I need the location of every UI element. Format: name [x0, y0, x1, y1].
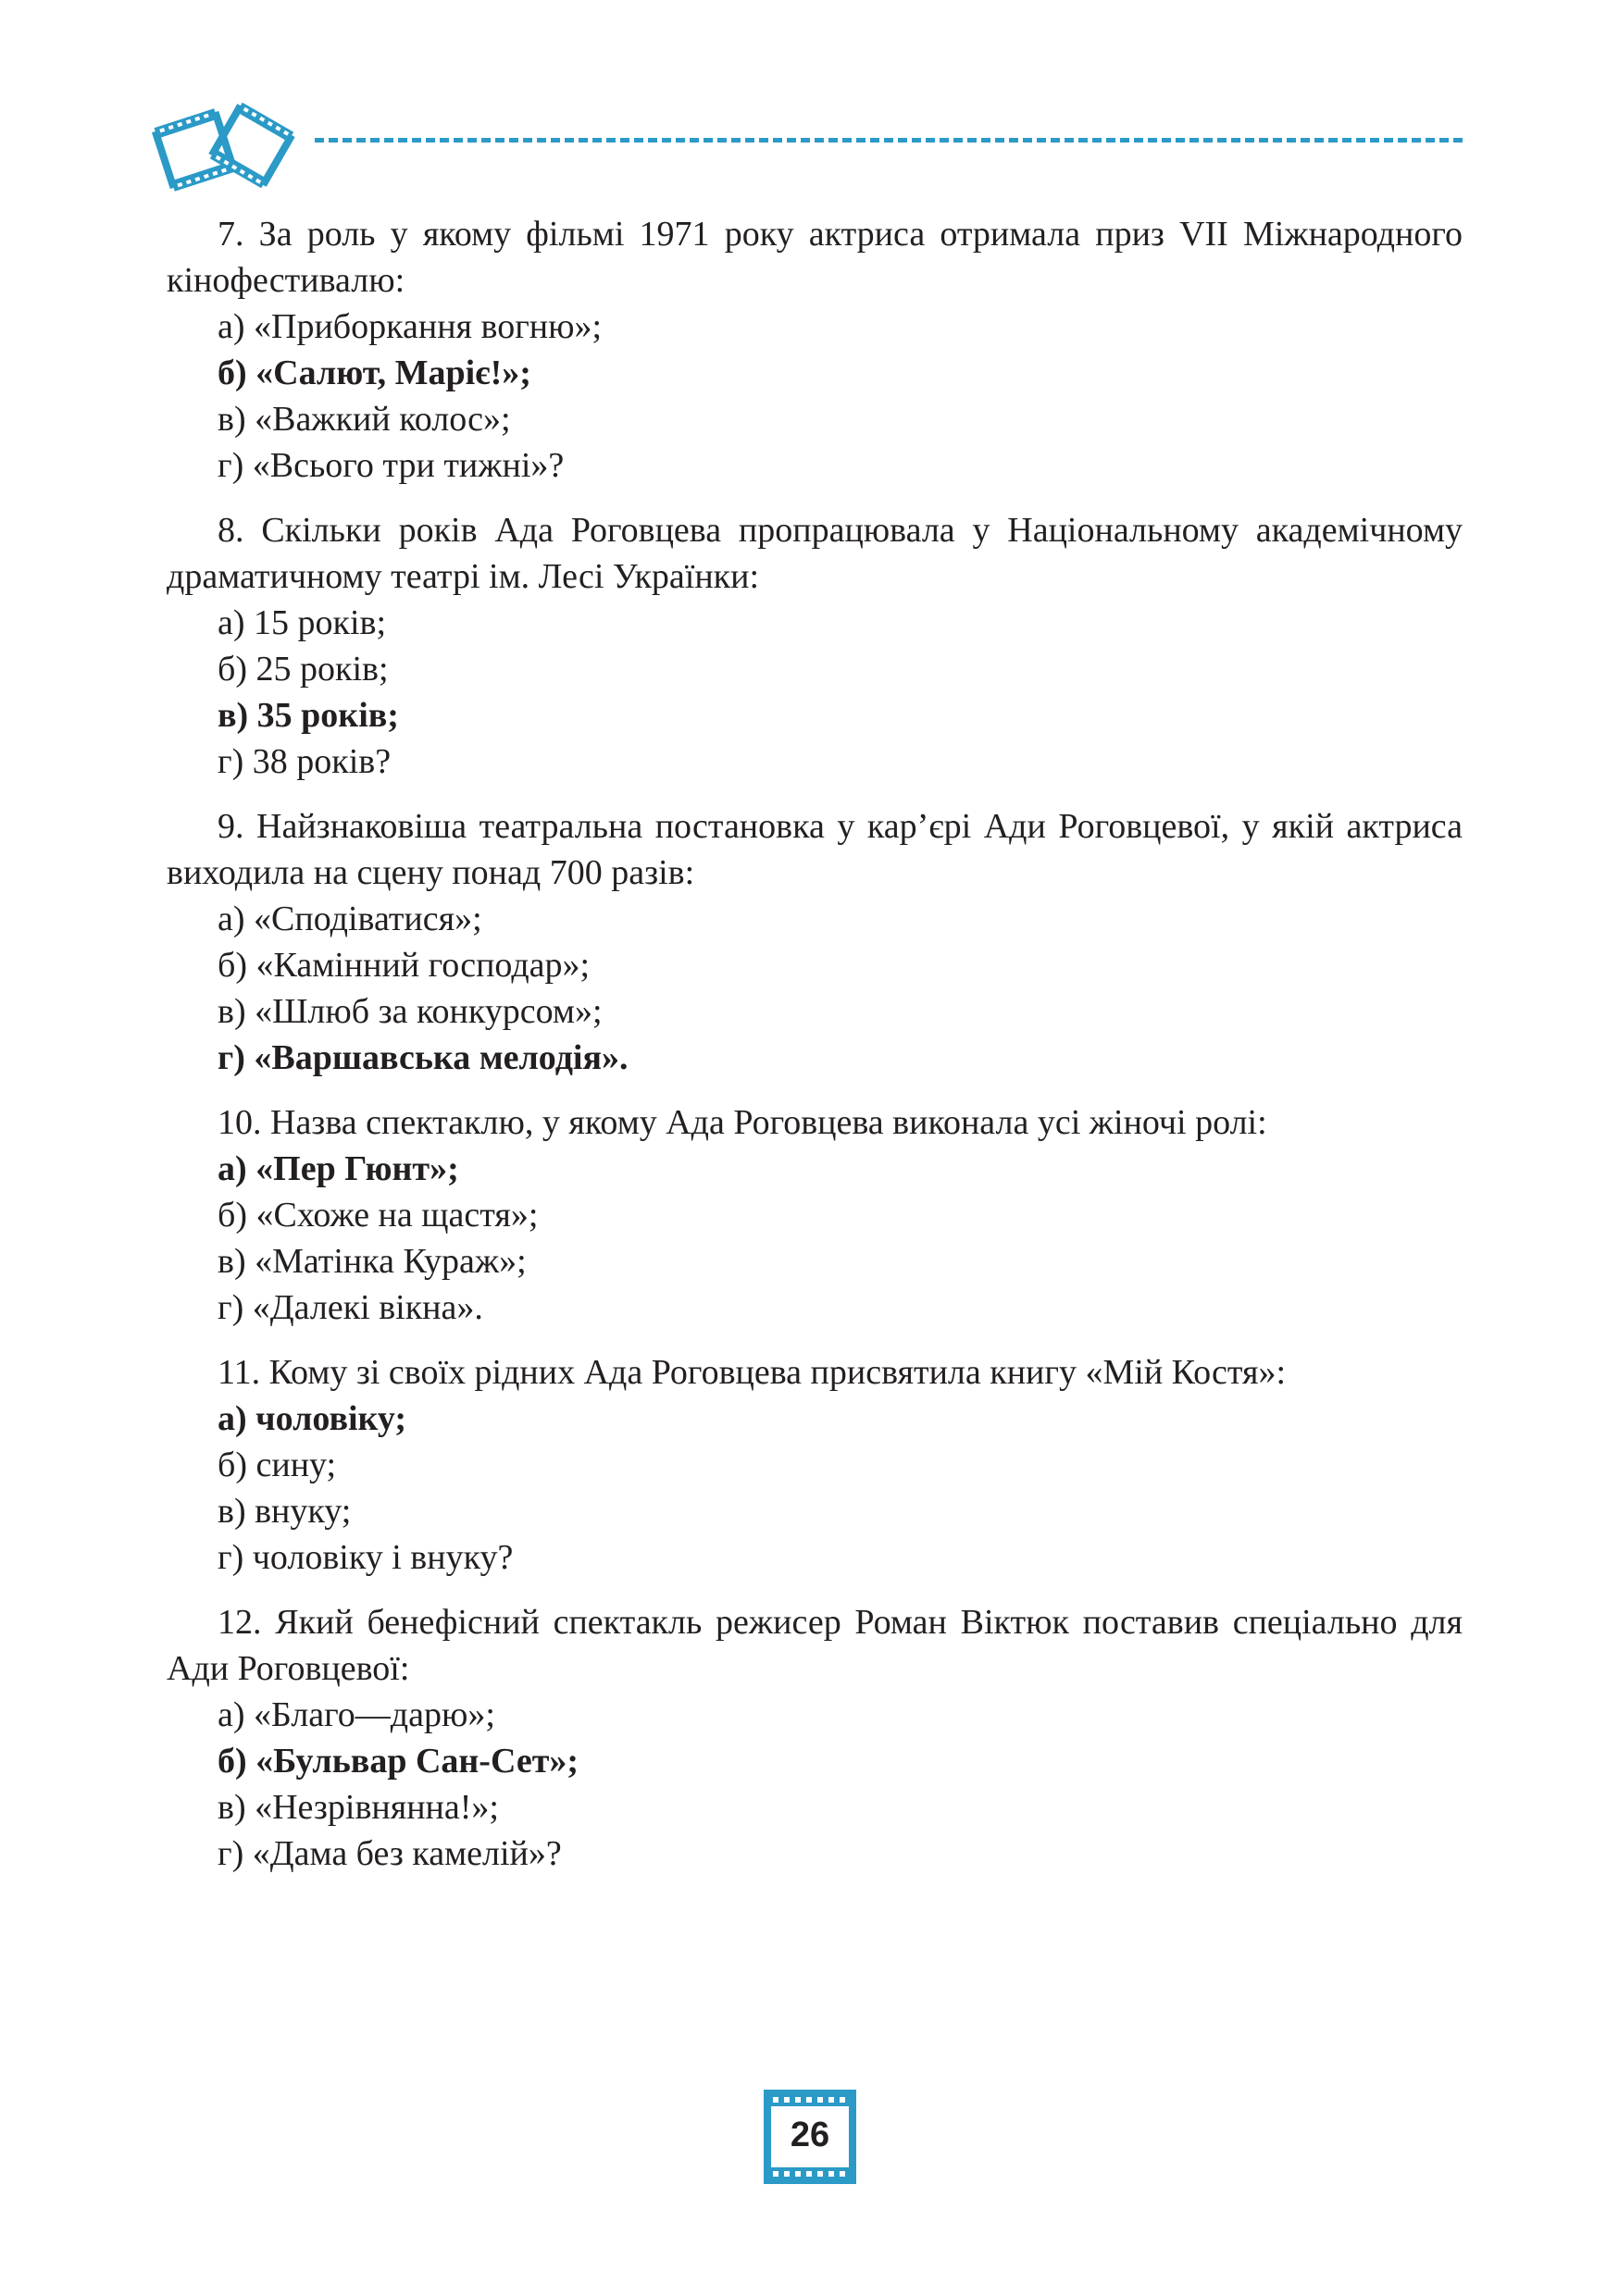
question-10: [167, 1099, 1463, 1331]
film-strip-icon: [150, 94, 307, 201]
answer-option: в) внуку;: [218, 1492, 352, 1531]
answer-option: а) «Сподіватися»;: [218, 900, 482, 938]
answer-option: г) чоловіку і внуку?: [218, 1538, 514, 1577]
answer-option: а) «Благо—дарю»;: [218, 1695, 495, 1734]
header-dashed-divider: [315, 138, 1463, 143]
answer-option: б) сину;: [218, 1446, 337, 1484]
answer-option: г) «Дама без камелій»?: [218, 1834, 562, 1873]
answer-option-correct: б) «Бульвар Сан-Сет»;: [218, 1742, 579, 1781]
answer-option-correct: а) чоловіку;: [218, 1399, 407, 1438]
answer-option-correct: б) «Салют, Маріє!»;: [218, 354, 531, 392]
question-text: 11. Кому зі своїх рідних Ада Роговцева присвятила книгу «Мій Костя»:: [218, 1353, 1287, 1392]
answer-option: б) «Схоже на щастя»;: [218, 1196, 539, 1235]
question-12: [167, 1599, 1463, 1877]
answer-option: в) «Незрівнянна!»;: [218, 1788, 499, 1827]
question-text: 8. Скільки років Ада Роговцева пропрацювала у Національному академічному драматичному театрі ім. Лесі Українки:: [167, 511, 1463, 596]
answer-option: г) 38 років?: [218, 742, 392, 781]
quiz-content: [167, 211, 1463, 1895]
question-8: [167, 507, 1463, 785]
answer-option-correct: в) 35 років;: [218, 696, 399, 735]
question-text: 7. За роль у якому фільмі 1971 року актриса отримала приз VII Міжнародного кінофестивалю:: [167, 215, 1463, 300]
question-11: [167, 1349, 1463, 1581]
question-7: [167, 211, 1463, 489]
answer-option: б) «Камінний господар»;: [218, 946, 591, 985]
answer-option: в) «Шлюб за конкурсом»;: [218, 992, 603, 1031]
answer-option-correct: а) «Пер Гюнт»;: [218, 1149, 459, 1188]
question-9: [167, 803, 1463, 1081]
question-text: 10. Назва спектаклю, у якому Ада Роговцева виконала усі жіночі ролі:: [218, 1103, 1267, 1142]
answer-option: а) «Приборкання вогню»;: [218, 307, 603, 346]
answer-option: г) «Далекі вікна».: [218, 1288, 483, 1327]
answer-option: г) «Всього три тижні»?: [218, 446, 565, 485]
answer-option: б) 25 років;: [218, 650, 389, 689]
answer-option: в) «Важкий колос»;: [218, 400, 511, 439]
answer-option: а) 15 років;: [218, 603, 387, 642]
page-number: 26: [790, 2116, 830, 2154]
question-text: 9. Найзнаковіша театральна постановка у кар’єрі Ади Роговцевої, у якій актриса виходила на сцену понад 700 разів:: [167, 807, 1463, 892]
answer-option-correct: г) «Варшавська мелодія».: [218, 1038, 629, 1077]
answer-option: в) «Матінка Кураж»;: [218, 1242, 527, 1281]
question-text: 12. Який бенефісний спектакль режисер Роман Віктюк поставив спеціально для Ади Роговцевої:: [167, 1603, 1463, 1688]
